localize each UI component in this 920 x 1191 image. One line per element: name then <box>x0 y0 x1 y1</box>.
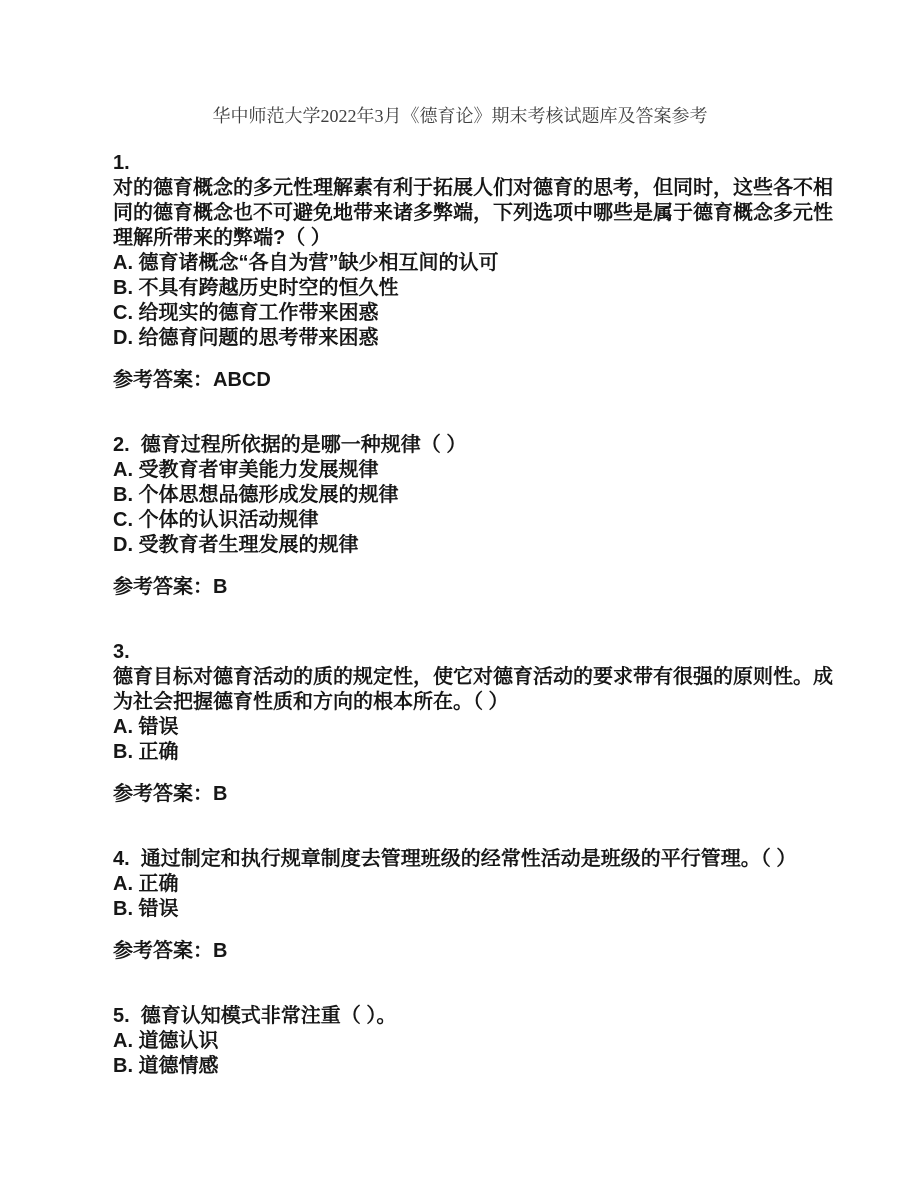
question-2-option-b: B. 个体思想品德形成发展的规律 <box>113 484 399 506</box>
question-4 <box>113 847 837 964</box>
question-2-option-d: D. 受教育者生理发展的规律 <box>113 534 359 556</box>
question-1-option-c: C. 给现实的德育工作带来困惑 <box>113 302 379 324</box>
question-1 <box>113 151 837 393</box>
question-3-option-b: B. 正确 <box>113 741 179 763</box>
question-1-option-a: A. 德育诸概念“各自为营”缺少相互间的认可 <box>113 252 499 274</box>
question-2-option-c: C. 个体的认识活动规律 <box>113 509 319 531</box>
question-3-number: 3. <box>113 641 130 663</box>
question-4-stem: 4. 通过制定和执行规章制度去管理班级的经常性活动是班级的平行管理。（ ） <box>113 848 797 870</box>
question-1-stem: 对的德育概念的多元性理解素有利于拓展人们对德育的思考，但同时，这些各不相同的德育概念也不可避免地带来诸多弊端，下列选项中哪些是属于德育概念多元性理解所带来的弊端?（ ） <box>113 177 833 249</box>
question-5-option-a: A. 道德认识 <box>113 1030 219 1052</box>
question-4-answer: 参考答案：B <box>113 940 228 962</box>
question-4-option-b: B. 错误 <box>113 898 179 920</box>
question-2-answer: 参考答案：B <box>113 576 228 598</box>
question-5-option-b: B. 道德情感 <box>113 1055 219 1077</box>
question-1-number: 1. <box>113 152 130 174</box>
question-3-answer: 参考答案：B <box>113 783 228 805</box>
question-2-option-a: A. 受教育者审美能力发展规律 <box>113 459 379 481</box>
question-1-option-d: D. 给德育问题的思考带来困惑 <box>113 327 379 349</box>
question-1-answer: 参考答案：ABCD <box>113 369 271 391</box>
question-2-stem: 2. 德育过程所依据的是哪一种规律（ ） <box>113 434 467 456</box>
question-3-option-a: A. 错误 <box>113 716 179 738</box>
question-5 <box>113 1004 837 1079</box>
question-2 <box>113 433 837 600</box>
question-5-stem: 5. 德育认知模式非常注重（ ）。 <box>113 1005 397 1027</box>
question-3 <box>113 640 837 807</box>
question-1-option-b: B. 不具有跨越历史时空的恒久性 <box>113 277 399 299</box>
document-body <box>113 151 837 1079</box>
question-4-option-a: A. 正确 <box>113 873 179 895</box>
page-title: 华中师范大学2022年3月《德育论》期末考核试题库及答案参考 <box>212 106 708 126</box>
question-3-stem: 德育目标对德育活动的质的规定性，使它对德育活动的要求带有很强的原则性。成为社会把握德育性质和方向的根本所在。（ ） <box>113 666 833 713</box>
